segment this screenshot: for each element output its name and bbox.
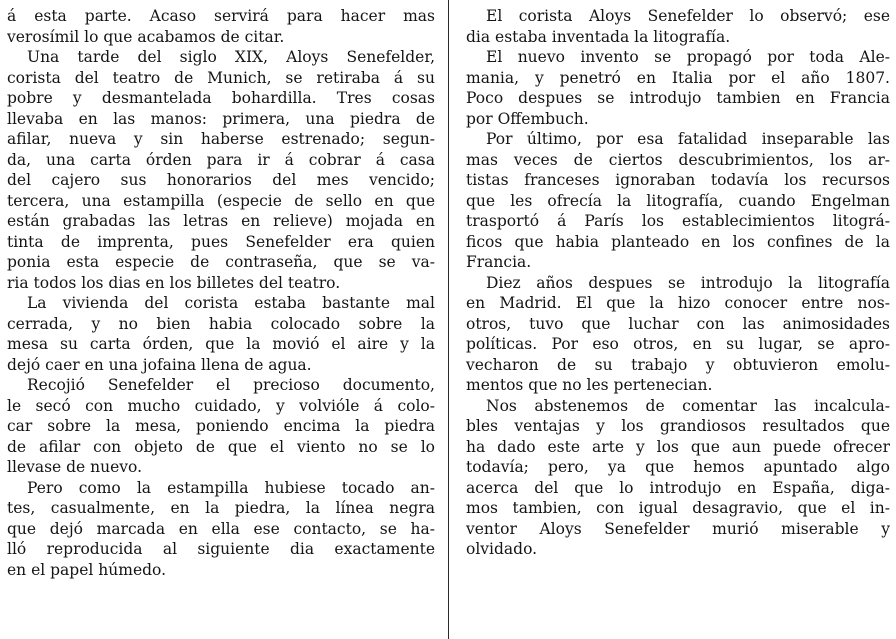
- text-line: Nos abstenemos de comentar las incalcula-: [486, 396, 890, 415]
- text-line: La vivienda del corista estaba bastante mal: [27, 294, 435, 312]
- text-line: ria todos los dias en los billetes del teatro.: [7, 273, 341, 292]
- text-line: vecharon de su trabajo y obtuvieron emolu-: [466, 355, 890, 374]
- text-line: dia estaba inventada la litografía.: [466, 27, 731, 46]
- text-line: Por último, por esa fatalidad inseparable las: [486, 130, 890, 148]
- text-line: olvidado.: [466, 540, 538, 558]
- text-line: El corista Aloys Senefelder lo observó; ese: [486, 7, 890, 25]
- text-line: ponia esta especie de contraseña, que se va-: [7, 253, 435, 271]
- text-line: mania, y penetró en Italia por el año 1807.: [466, 68, 890, 87]
- text-line: tes, casualmente, en la piedra, la línea negra: [7, 499, 435, 517]
- text-line: ficos que habia planteado en los confines de la: [466, 232, 890, 251]
- text-line: de afilar con objeto de que el viento no se lo: [7, 437, 435, 456]
- text-line: en el papel húmedo.: [7, 560, 167, 579]
- text-line: llevase de nuevo.: [7, 458, 143, 476]
- text-line: tercera, una estampilla (especie de sello en que: [7, 191, 435, 210]
- text-line: ha dado este arte y los que aun puede ofrecer: [466, 437, 890, 456]
- text-line: llevaba en las manos: primera, una piedra de: [7, 109, 435, 128]
- text-line: afilar, nueva y sin haberse estrenado; segun-: [7, 130, 435, 148]
- text-line: mentos que no les pertenecian.: [466, 376, 713, 394]
- text-line: bles ventajas y los grandiosos resultados que: [466, 417, 890, 435]
- text-line: mas veces de ciertos descubrimientos, los ar-: [466, 150, 890, 169]
- text-line: mesa su carta órden, que la movió el aire y la: [7, 335, 435, 353]
- text-line: que les ofrecía la litografía, cuando Engelman: [466, 191, 890, 210]
- text-line: tinta de imprenta, pues Senefelder era quien: [7, 232, 435, 251]
- text-line: mos tambien, con igual desagravio, que el in-: [466, 499, 890, 517]
- text-line: dejó caer en una jofaina llena de agua.: [7, 355, 312, 374]
- text-line: trasportó á París los establecimientos litográ-: [466, 212, 890, 230]
- text-line: corista del teatro de Munich, se retiraba á su: [7, 68, 435, 87]
- text-line: que dejó marcada en ella ese contacto, se ha-: [7, 519, 435, 538]
- text-line: pobre y desmantelada bohardilla. Tres cosas: [7, 89, 435, 107]
- text-line: Francia.: [466, 253, 532, 271]
- text-line: lló reproducida al siguiente dia exactamente: [7, 540, 435, 558]
- text-line: Diez años despues se introdujo la litografía: [486, 273, 890, 292]
- text-line: acerca del que lo introdujo en España, diga-: [466, 478, 890, 497]
- text-line: verosímil lo que acabamos de citar.: [7, 27, 285, 46]
- text-line: tistas franceses ignoraban todavía los recursos: [466, 171, 890, 189]
- text-line: ventor Aloys Senefelder murió miserable y: [466, 519, 890, 538]
- column-divider: [448, 0, 449, 639]
- text-line: Recojió Senefelder el precioso documento,: [27, 376, 435, 394]
- text-line: El nuevo invento se propagó por toda Ale-: [486, 48, 890, 66]
- text-line: á esta parte. Acaso servirá para hacer mas: [7, 7, 435, 25]
- text-line: todavía; pero, ya que hemos apuntado algo: [466, 458, 890, 476]
- text-line: Poco despues se introdujo tambien en Francia: [466, 89, 890, 107]
- left-column: [7, 6, 435, 580]
- text-line: del cajero sus honorarios del mes vencido;: [7, 171, 435, 189]
- text-line: cerrada, y no bien habia colocado sobre la: [7, 314, 435, 333]
- text-line: otros, tuvo que luchar con las animosidades: [466, 314, 890, 333]
- text-line: están grabadas las letras en relieve) mojada en: [7, 212, 435, 230]
- text-line: políticas. Por eso otros, en su lugar, se apro-: [466, 335, 890, 353]
- right-column: [466, 6, 890, 560]
- text-line: da, una carta órden para ir á cobrar á casa: [7, 150, 435, 169]
- text-line: car sobre la mesa, poniendo encima la piedra: [7, 417, 435, 435]
- text-line: Pero como la estampilla hubiese tocado an-: [27, 478, 435, 497]
- text-line: por Offembuch.: [466, 109, 589, 128]
- text-line: Una tarde del siglo XIX, Aloys Senefelder,: [27, 48, 435, 66]
- text-line: en Madrid. El que la hizo conocer entre nos-: [466, 294, 890, 312]
- text-line: le secó con mucho cuidado, y volvióle á colo-: [7, 396, 435, 415]
